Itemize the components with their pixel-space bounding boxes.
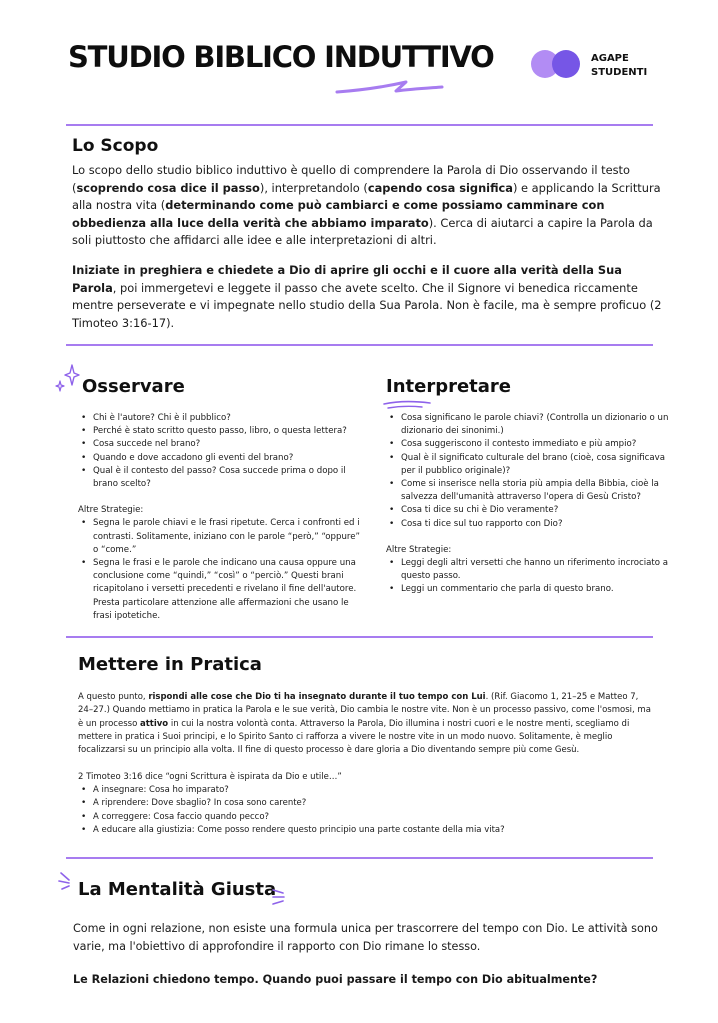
pratica-list-wrap [78,784,656,837]
bold-text: determinando come può cambiarci e come possiamo camminare con obbedienza alla luce della verità che abbiamo imparato [72,198,605,230]
mentalita-paragraph-1: Come in ogni relazione, non esiste una formula unica per trascorrere del tempo con Dio. Le attività sono varie, ma l'obiettivo di approfondire il rapporto con Dio rimane lo stesso. [73,922,658,953]
bold-text: Le Relazioni chiedono tempo. Quando puoi passare il tempo con Dio abitualmente? [73,973,598,986]
scopo-paragraph-1 [72,162,662,250]
list-item: • Qual è il significato culturale del brano (cioè, cosa significava per il pubblico originale)? [386,452,672,478]
pratica-list [78,784,656,837]
bold-text: scoprendo cosa dice il passo [76,180,260,195]
osservare-strategies [78,517,366,623]
mentalita-paragraph-2 [73,971,663,989]
interpretare-strategies [386,557,672,597]
bold-text: Iniziate in preghiera e chiedete a Dio di aprire gli occhi e il cuore alla verità della Sua Parola [72,263,622,295]
sparkle-icon [54,363,80,395]
brand-name [591,52,647,80]
divider [66,636,653,638]
text: A questo punto, [78,692,149,702]
osservare-content [78,412,366,623]
interpretare-questions [386,412,672,531]
bold-text: attivo [139,718,169,729]
list-item: • Cosa succede nel brano? [78,438,366,451]
underline-decoration [382,399,434,411]
scopo-paragraph-2 [72,262,662,332]
osservare-strategies-label: Altre Strategie: [78,505,144,516]
list-item: • Leggi degli altri versetti che hanno un riferimento incrociato a questo passo. [386,557,672,583]
brand-line-1: AGAPE [591,53,629,64]
list-item: • A insegnare: Cosa ho imparato? [78,784,656,797]
list-item: • Cosa significano le parole chiavi? (Controlla un dizionario o un dizionario dei sinonimi.) [386,412,672,438]
bold-text: capendo cosa significa [367,180,513,195]
burst-right-icon [269,886,289,908]
divider [66,344,653,346]
text: ) e applicando la Scrittura alla nostra vita ( [72,180,661,212]
mentalita-heading: La Mentalità Giusta [78,879,277,900]
list-item: • Chi è l'autore? Chi è il pubblico? [78,412,366,425]
scopo-heading: Lo Scopo [72,136,159,156]
list-item: • Segna le parole chiavi e le frasi ripetute. Cerca i confronti ed i contrasti. Solitamente, iniziano con le parole “però,” “oppure” o “come.” [78,517,366,557]
text: , poi immergetevi e leggete il passo che avete scelto. Che il Signore vi benedica riccamente mentre perseverate e vi impegnate nello studio della Sua Parola. Non è facile, ma è sempre proficuo (2 Timoteo 3:16-17). [72,280,662,330]
burst-left-icon [57,870,77,892]
text: ). Cerca di aiutarci a capire la Parola da soli piuttosto che affidarci alle idee e alle interpretazioni di altri. [72,215,653,247]
interpretare-strategies-label: Altre Strategie: [386,544,452,555]
text: ), interpretandolo ( [259,180,368,195]
divider [66,857,653,859]
interpretare-heading: Interpretare [386,376,512,397]
bold-text: rispondi alle cose che Dio ti ha insegnato durante il tuo tempo con Lui [148,692,486,702]
list-item: • Qual è il contesto del passo? Cosa succede prima o dopo il brano scelto? [78,465,366,491]
text: in cui la nostra volontà conta. Attraverso la Parola, Dio illumina i nostri cuori e le nostre menti, scegliamo di mettere in pratica i Suoi principi, e lo Spirito Santo ci rafforza a vivere le nostre vite in un modo nuovo. Solitamente, è meglio focalizzarsi su un principio alla volta. Il fine di questo processo è dare gloria a Dio diventando sempre più come Gesù. [78,718,630,756]
list-item: • Cosa ti dice sul tuo rapporto con Dio? [386,518,672,531]
list-item: • Leggi un commentario che parla di questo brano. [386,583,672,596]
agape-logo [529,48,583,80]
page-title: STUDIO BIBLICO INDUTTIVO [68,40,494,74]
text: . (Rif. Giacomo 1, 21–25 e Matteo 7, 24–27.) Quando mettiamo in pratica la Parola e le sue verità, Dio cambia le nostre vite. Non è un processo passivo, come l'osmosi, ma è un processo [78,692,651,729]
list-item: • Perché è stato scritto questo passo, libro, o questa lettera? [78,425,366,438]
brand-line-2: STUDENTI [591,67,648,78]
pratica-heading: Mettere in Pratica [78,654,262,675]
list-item: • A riprendere: Dove sbaglio? In cosa sono carente? [78,797,656,810]
osservare-questions [78,412,366,491]
pratica-paragraph [78,691,656,757]
list-item: • Come si inserisce nella storia più ampia della Bibbia, cioè la salvezza dell'umanità attraverso l'opera di Gesù Cristo? [386,478,672,504]
list-item: • A educare alla giustizia: Come posso rendere questo principio una parte costante della mia vita? [78,824,656,837]
list-item: • Quando e dove accadono gli eventi del brano? [78,452,366,465]
list-item: • Cosa suggeriscono il contesto immediato e più ampio? [386,438,672,451]
pratica-verse: 2 Timoteo 3:16 dice “ogni Scrittura è ispirata da Dio e utile…” [78,772,342,782]
squiggle-decoration [334,78,446,98]
osservare-heading: Osservare [82,376,185,397]
list-item: • Segna le frasi e le parole che indicano una causa oppure una conclusione come “quindi,” “così” o “perciò.” Questi brani ricapitolano i versetti precedenti e rivelano il fine dell'autore. Presta particolare attenzione alle affermazioni che usano le frasi ipotetiche. [78,557,366,623]
interpretare-content [386,412,672,597]
list-item: • A correggere: Cosa faccio quando pecco? [78,811,656,824]
text: Lo scopo dello studio biblico induttivo è quello di comprendere la Parola di Dio osservando il testo ( [72,163,630,195]
divider [66,124,653,126]
list-item: • Cosa ti dice su chi è Dio veramente? [386,504,672,517]
